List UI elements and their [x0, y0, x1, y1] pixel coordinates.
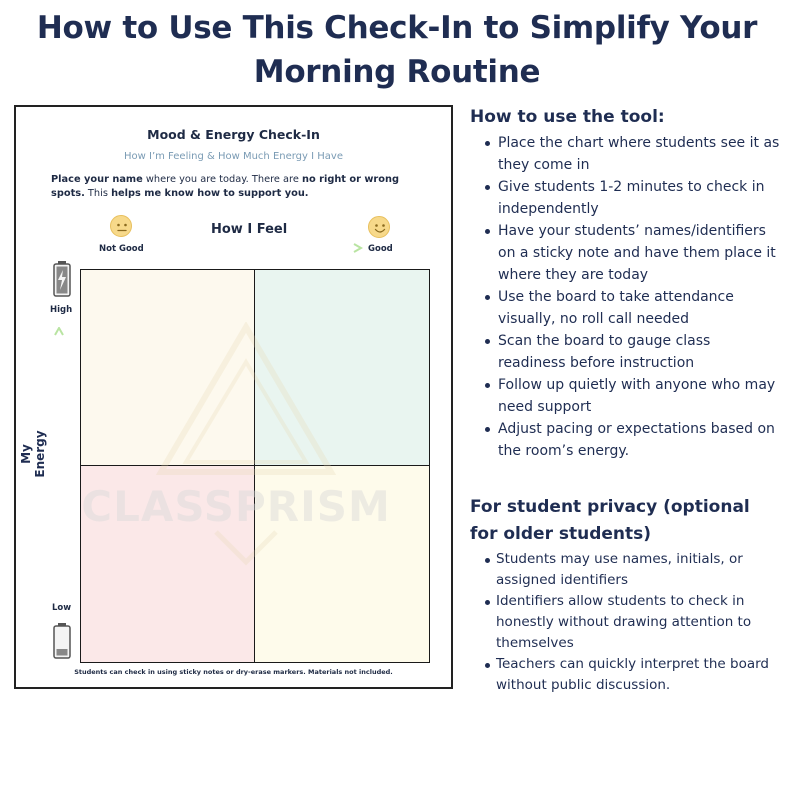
instructions-part-3: no right or wrong spots. — [51, 174, 399, 199]
happy-face-icon — [368, 216, 390, 238]
y-axis-top-label: High — [50, 305, 73, 315]
list-item: Scan the board to gauge class readiness before instruction — [470, 330, 780, 374]
page-title — [0, 6, 794, 94]
x-axis-right-label: Good — [368, 244, 393, 254]
list-item: Follow up quietly with anyone who may need support — [470, 374, 780, 418]
instructions-part-1: Place your name — [51, 174, 143, 185]
watermark: CLASSPRISM — [81, 482, 391, 531]
page-title-line-2: Morning Routine — [253, 54, 541, 90]
privacy-heading: For student privacy (optional for older students) — [470, 497, 750, 544]
how-to-use-list — [470, 132, 780, 462]
list-item: Place the chart where students see it as they come in — [470, 132, 780, 176]
privacy-list — [470, 549, 780, 696]
mood-energy-grid[interactable] — [80, 269, 430, 663]
battery-low-icon — [52, 622, 72, 660]
list-item: Give students 1-2 minutes to check in independently — [470, 176, 780, 220]
worksheet-title: Mood & Energy Check-In — [147, 127, 320, 142]
check-in-worksheet — [14, 105, 453, 689]
instructions-part-4: This — [84, 188, 112, 199]
x-axis-title: How I Feel — [211, 222, 288, 237]
list-item: Identifiers allow students to check in honestly without drawing attention to themselves — [470, 591, 780, 654]
battery-full-icon — [52, 260, 72, 298]
worksheet-subtitle: How I’m Feeling & How Much Energy I Have — [124, 151, 343, 162]
quadrant-high-energy-not-good[interactable] — [81, 270, 255, 466]
y-axis-title: My Energy — [19, 430, 47, 478]
energy-arrow — [54, 327, 64, 597]
how-to-use-section — [470, 104, 780, 462]
feel-arrow — [149, 243, 364, 253]
quadrant-low-energy-good[interactable] — [255, 466, 429, 662]
student-privacy-section — [470, 494, 780, 696]
instructions-part-5: helps me know how to support you. — [111, 188, 309, 199]
quadrant-low-energy-not-good[interactable] — [81, 466, 255, 662]
quadrant-high-energy-good[interactable] — [255, 270, 429, 466]
worksheet-instructions — [51, 173, 421, 201]
neutral-face-icon — [110, 215, 132, 237]
list-item: Teachers can quickly interpret the board without public discussion. — [470, 654, 780, 696]
how-to-use-heading: How to use the tool: — [470, 107, 665, 127]
page-title-line-1: How to Use This Check-In to Simplify Your — [36, 10, 758, 46]
worksheet-footer: Students can check in using sticky notes or dry-erase markers. Materials not included. — [74, 668, 393, 676]
x-axis-left-label: Not Good — [99, 244, 144, 254]
y-axis-bottom-label: Low — [52, 603, 72, 613]
instructions-part-2: where you are today. There are — [142, 174, 303, 185]
list-item: Adjust pacing or expectations based on the room’s energy. — [470, 418, 780, 462]
list-item: Students may use names, initials, or assigned identifiers — [470, 549, 780, 591]
list-item: Have your students’ names/identifiers on a sticky note and have them place it where they are today — [470, 220, 780, 286]
list-item: Use the board to take attendance visually, no roll call needed — [470, 286, 780, 330]
